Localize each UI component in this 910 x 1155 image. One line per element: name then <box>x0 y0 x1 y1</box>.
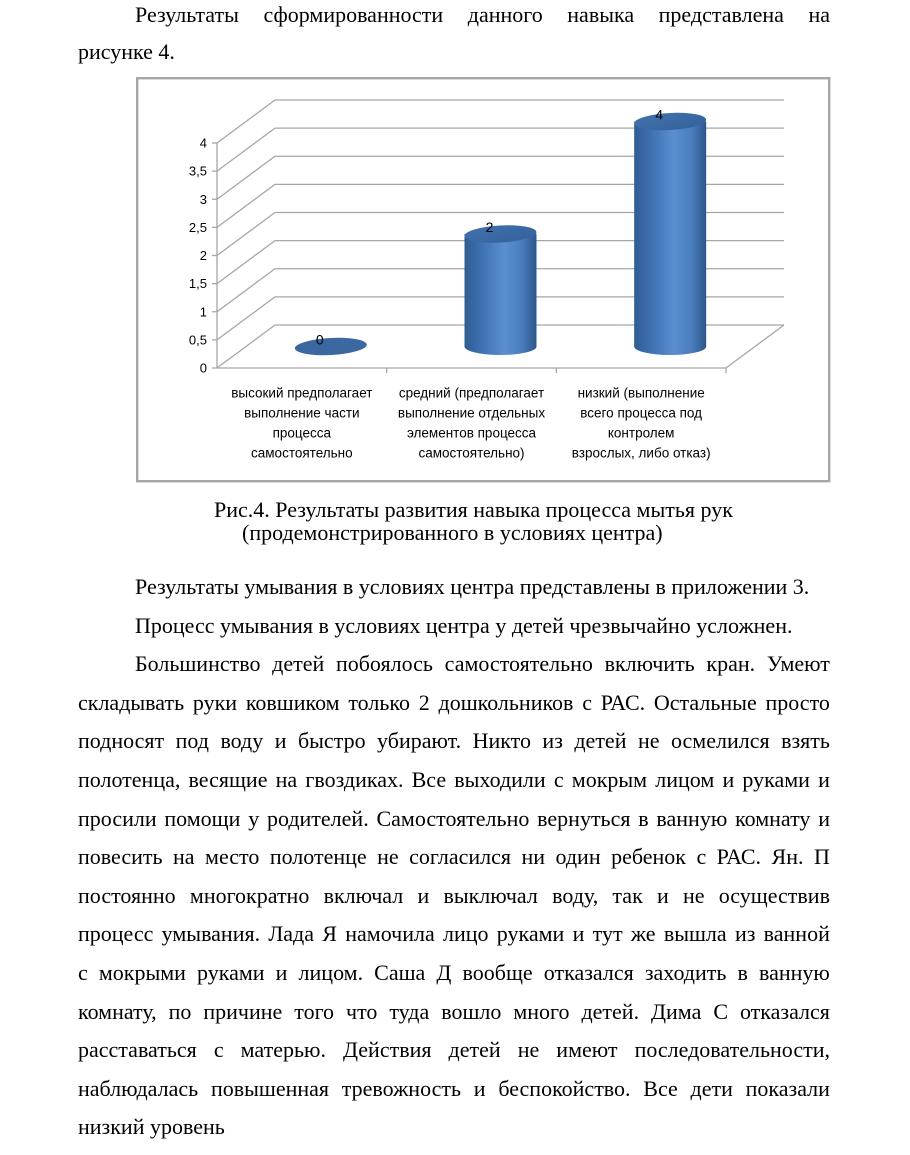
y-tick-label: 3,5 <box>188 163 207 179</box>
word: с <box>213 1037 224 1063</box>
word: и <box>656 882 669 908</box>
body-line <box>78 954 830 993</box>
word: помощи <box>164 805 241 831</box>
word: не <box>517 1037 540 1063</box>
word: комнату, <box>78 998 157 1024</box>
x-category-label-line: выполнение части <box>244 405 360 421</box>
word: показали <box>745 1075 830 1101</box>
word: много <box>513 998 570 1024</box>
word: отказался <box>543 959 634 985</box>
word: быстро <box>297 728 366 754</box>
x-category-label-line: выполнение отдельных <box>397 405 546 421</box>
word: 2 <box>418 689 430 715</box>
word: ни <box>521 844 546 870</box>
word: с <box>553 766 564 792</box>
word: с <box>696 844 707 870</box>
word: дошкольников <box>438 689 574 715</box>
x-category-label-line: самостоятельно) <box>418 445 525 461</box>
word: вышла <box>663 921 727 947</box>
body-line: низкий уровень <box>78 1114 225 1140</box>
word: Дима <box>651 998 702 1024</box>
word: воду <box>220 728 264 754</box>
word: повышенная <box>210 1075 330 1101</box>
word: умывания. <box>161 921 261 947</box>
word: в <box>737 959 748 985</box>
word: что <box>346 998 378 1024</box>
bar-side <box>634 122 706 356</box>
word: того <box>294 998 335 1024</box>
word: и <box>572 921 585 947</box>
word: руками <box>496 921 565 947</box>
body-line <box>78 915 830 954</box>
word: у <box>248 805 260 831</box>
word: матерью. <box>240 1037 326 1063</box>
x-category-label-line: высокий предполагает <box>231 385 373 401</box>
word: и <box>274 728 287 754</box>
word: заходить <box>644 959 727 985</box>
word: не <box>637 728 660 754</box>
bar-side <box>465 234 537 355</box>
x-category-label-line: всего процесса под <box>580 405 703 421</box>
word: из <box>542 728 563 754</box>
word: комнату <box>735 805 811 831</box>
word: на <box>275 766 298 792</box>
word: руками <box>742 766 810 792</box>
word: же <box>630 921 656 947</box>
word: вернуться <box>537 805 631 831</box>
word: детей. <box>581 998 640 1024</box>
data-label: 2 <box>485 219 494 235</box>
word: весящие <box>188 766 268 792</box>
word: туда <box>389 998 430 1024</box>
body-text <box>78 568 830 1147</box>
word: процесс <box>78 921 154 947</box>
word: многократно <box>189 882 310 908</box>
word: причине <box>203 998 283 1024</box>
word: складывать <box>78 689 185 715</box>
y-tick-label: 2 <box>199 248 207 263</box>
word: осуществив <box>718 882 830 908</box>
word: на <box>808 2 830 27</box>
word: ванную <box>759 959 830 985</box>
word: и <box>417 882 430 908</box>
word: детей <box>574 728 627 754</box>
y-tick-label: 2,5 <box>188 219 207 235</box>
word: один <box>555 844 601 870</box>
word: из <box>734 921 756 947</box>
word: руки <box>192 689 238 715</box>
word: так <box>612 882 643 908</box>
x-category-label-line: низкий (выполнение <box>577 385 705 401</box>
word: ванной <box>763 921 830 947</box>
word: самостоятельно <box>444 651 593 677</box>
word: Умеют <box>766 651 830 677</box>
word: расставаться <box>78 1037 197 1063</box>
word: навыка <box>567 2 635 27</box>
y-tick-label: 0,5 <box>188 332 207 348</box>
word: под <box>175 728 209 754</box>
word: наблюдалась <box>78 1075 199 1101</box>
body-line <box>78 684 830 723</box>
word: кран. <box>706 651 756 677</box>
word: просто <box>765 689 830 715</box>
word: руками <box>197 959 265 985</box>
data-label: 0 <box>315 331 324 348</box>
word: тревожность <box>341 1075 462 1101</box>
word: воду, <box>552 882 599 908</box>
figure-caption-line: Рис.4. Результаты развития навыка процесса мытья рук <box>214 497 733 522</box>
word: лицо <box>443 921 489 947</box>
y-tick-label: 4 <box>199 135 207 151</box>
word: полотенце <box>269 844 367 870</box>
word: Действия <box>343 1037 432 1063</box>
intro-paragraph <box>78 0 830 70</box>
word: С <box>713 998 728 1024</box>
y-tick-label: 1 <box>199 304 207 320</box>
body-line <box>78 722 830 761</box>
body-line <box>78 1031 830 1070</box>
word: ребенок <box>611 844 686 870</box>
word: сформированности <box>263 2 444 27</box>
intro-line: рисунке 4. <box>78 39 175 64</box>
word: и <box>818 766 830 792</box>
word: Саша <box>374 959 426 985</box>
word: ковшиком <box>245 689 340 715</box>
word: беспокойство. <box>498 1075 631 1101</box>
word: дети <box>690 1075 733 1101</box>
body-line: Результаты умывания в условиях центра представлены в приложении 3. <box>135 574 810 599</box>
word: Остальные <box>653 689 757 715</box>
word: только <box>348 689 410 715</box>
x-category-label-line: взрослых, либо отказ) <box>571 445 711 461</box>
word: РАС. <box>716 844 762 870</box>
word: вошло <box>441 998 502 1024</box>
word: выходили <box>454 766 546 792</box>
word: намочила <box>345 921 435 947</box>
word: ванную <box>656 805 728 831</box>
word: лицом <box>655 766 715 792</box>
x-category-label-line: самостоятельно <box>251 445 353 461</box>
word: тут <box>592 921 623 947</box>
word: Ян. <box>771 844 804 870</box>
word: включал <box>323 882 404 908</box>
word: и <box>275 959 288 985</box>
word: место <box>205 844 260 870</box>
word: Никто <box>472 728 531 754</box>
figure-chart <box>136 77 832 484</box>
bar <box>634 107 707 356</box>
word: П <box>813 844 830 870</box>
body-line <box>78 877 830 916</box>
body-line: Процесс умывания в условиях центра у детей чрезвычайно усложнен. <box>135 612 793 638</box>
word: не <box>682 882 705 908</box>
word: лицом. <box>298 959 364 985</box>
y-tick-label: 3 <box>199 191 207 207</box>
word: представлена <box>658 2 784 27</box>
word: и <box>818 805 830 831</box>
word: Все <box>411 766 447 792</box>
word: подносят <box>78 728 165 754</box>
word: по <box>168 998 192 1024</box>
x-category-label-line: контролем <box>607 425 675 441</box>
word: отказался <box>739 998 830 1024</box>
word: согласился <box>409 844 511 870</box>
word: Самостоятельно <box>376 805 530 831</box>
word: мокрыми <box>98 959 186 985</box>
word: имеют <box>556 1037 618 1063</box>
word: с <box>582 689 592 715</box>
word: Д <box>436 959 452 985</box>
y-tick-label: 1,5 <box>188 276 207 292</box>
body-line <box>78 761 830 800</box>
word: Я <box>322 921 337 947</box>
word: Все <box>643 1075 678 1101</box>
word: с <box>78 959 88 985</box>
word: Большинство <box>135 651 261 677</box>
body-line <box>78 993 830 1032</box>
word: не <box>377 844 399 870</box>
word: данного <box>467 2 543 27</box>
word: просили <box>78 805 157 831</box>
intro-line <box>135 0 830 33</box>
word: последовательности, <box>634 1037 830 1063</box>
word: в <box>638 805 649 831</box>
word: на <box>173 844 195 870</box>
figure-caption-line: (продемонстрированного в условиях центра) <box>242 520 663 545</box>
x-category-label-line: средний (предполагает <box>398 385 545 401</box>
word: побоялось <box>335 651 433 677</box>
word: гвоздиках. <box>305 766 404 792</box>
word: родителей. <box>266 805 369 831</box>
data-label: 4 <box>655 106 664 123</box>
word: включить <box>604 651 695 677</box>
word: мокрым <box>571 766 648 792</box>
x-category-label-line: элементов процесса <box>406 425 537 441</box>
word: взять <box>781 728 830 754</box>
word: и <box>722 766 735 792</box>
word: осмелился <box>670 728 770 754</box>
word: полотенца, <box>78 766 181 792</box>
x-category-label-line: процесса <box>272 425 332 441</box>
word: РАС. <box>600 689 646 715</box>
word: и <box>473 1075 486 1101</box>
word: убирают. <box>377 728 462 754</box>
y-tick-label: 0 <box>199 360 207 376</box>
word: Результаты <box>135 2 239 27</box>
word: выключал <box>443 882 538 908</box>
body-line <box>78 1070 830 1109</box>
bar <box>464 219 537 355</box>
body-line <box>78 838 830 877</box>
body-line <box>78 800 830 839</box>
body-line <box>135 645 830 684</box>
word: детей <box>448 1037 501 1063</box>
word: повесить <box>78 844 163 870</box>
word: детей <box>272 651 325 677</box>
word: вообще <box>462 959 533 985</box>
word: постоянно <box>78 882 176 908</box>
word: Лада <box>268 921 315 947</box>
